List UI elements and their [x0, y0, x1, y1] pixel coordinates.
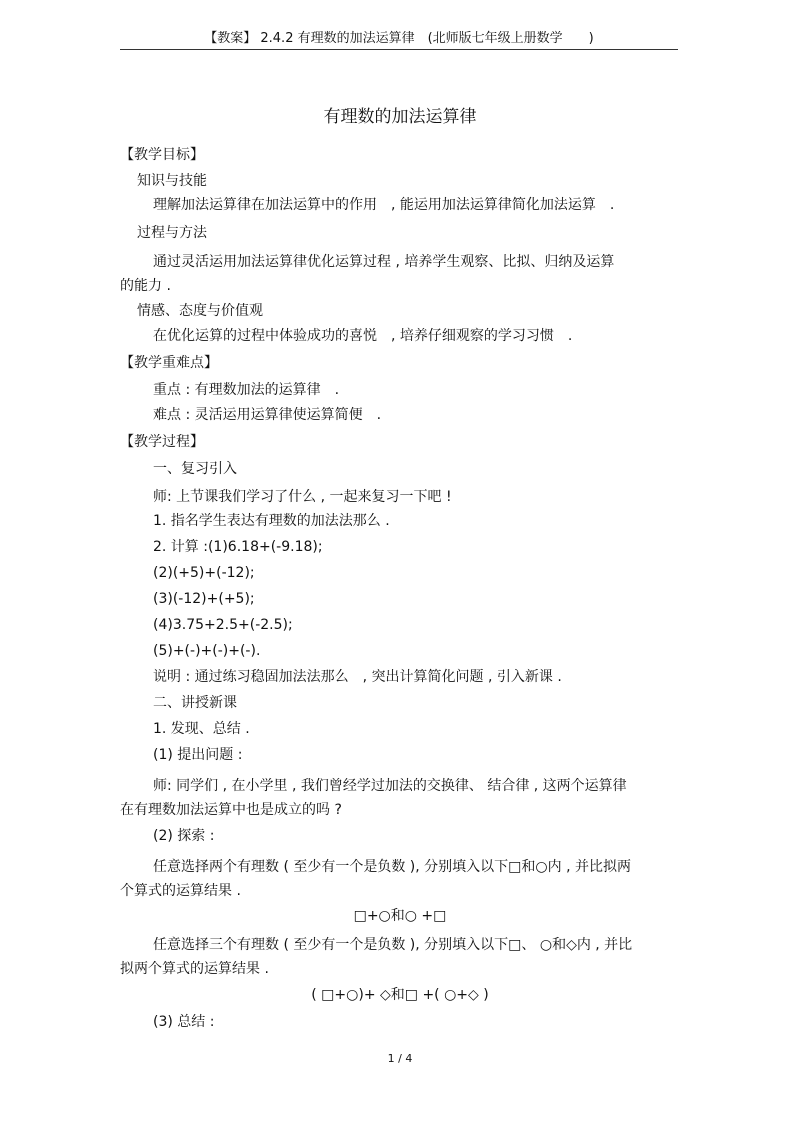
explanation: 说明 : 通过练习稳固加法法那么 , 突出计算简化问题 , 引入新课 . — [153, 669, 562, 685]
paragraph-attitudes: 在优化运算的过程中体验成功的喜悦 , 培养仔细观察的学习习惯 . — [153, 328, 573, 344]
teacher-question-line1: 师: 同学们 , 在小学里 , 我们曾经学过加法的交换律、 结合律 , 这两个运算律 — [153, 778, 627, 794]
raise-question: (1) 提出问题 : — [153, 747, 243, 763]
formula-associative: ( □+○)+ ◇和□ +( ○+◇ ) — [311, 987, 489, 1003]
exercise-2: (2)(+5)+(-12); — [153, 565, 255, 581]
section-heading-process: 【教学过程】 — [120, 434, 204, 450]
teacher-intro: 师: 上节课我们学习了什么 , 一起来复习一下吧 ! — [153, 489, 452, 505]
difficult-point: 难点 : 灵活运用运算律使运算简便 . — [153, 407, 382, 423]
discover-summarize: 1. 发现、总结 . — [153, 721, 250, 737]
paragraph-process-line2: 的能力 . — [120, 278, 171, 294]
subheading-process-methods: 过程与方法 — [137, 225, 207, 241]
explore-two-line2: 个算式的运算结果 . — [120, 883, 241, 899]
section-heading-key-points: 【教学重难点】 — [120, 355, 218, 371]
page-header: 【教案】 2.4.2 有理数的加法运算律 (北师版七年级上册数学 ) — [204, 31, 594, 46]
exercise-4: (4)3.75+2.5+(-2.5); — [153, 617, 293, 633]
formula-commutative: □+○和○ +□ — [353, 908, 447, 924]
explore-three-line2: 拟两个算式的运算结果 . — [120, 961, 269, 977]
key-point: 重点 : 有理数加法的运算律 . — [153, 382, 340, 398]
document-title: 有理数的加法运算律 — [323, 107, 477, 127]
paragraph-knowledge: 理解加法运算律在加法运算中的作用 , 能运用加法运算律简化加法运算 . — [153, 197, 615, 213]
paragraph-process-line1: 通过灵活运用加法运算律优化运算过程 , 培养学生观察、比拟、归纳及运算 — [153, 254, 615, 270]
exercise-5: (5)+(-)+(-)+(-). — [153, 643, 261, 659]
page-number: 1 / 4 — [387, 1052, 413, 1065]
summary-heading: (3) 总结 : — [153, 1014, 215, 1030]
explore-two-line1: 任意选择两个有理数 ( 至少有一个是负数 ), 分别填入以下□和○内 , 并比拟两 — [153, 859, 631, 875]
explore-heading: (2) 探索 : — [153, 828, 215, 844]
part-one-heading: 一、复习引入 — [153, 461, 237, 477]
exercise-3: (3)(-12)+(+5); — [153, 591, 255, 607]
explore-three-line1: 任意选择三个有理数 ( 至少有一个是负数 ), 分别填入以下□、 ○和◇内 , 并比 — [153, 937, 633, 953]
teacher-question-line2: 在有理数加法运算中也是成立的吗 ? — [120, 802, 342, 818]
subheading-attitudes: 情感、态度与价值观 — [137, 303, 263, 319]
part-two-heading: 二、讲授新课 — [153, 695, 237, 711]
section-heading-objectives: 【教学目标】 — [120, 147, 204, 163]
header-rule — [120, 49, 678, 50]
list-item-2: 2. 计算 :(1)6.18+(-9.18); — [153, 539, 323, 555]
subheading-knowledge-skills: 知识与技能 — [137, 173, 207, 189]
list-item-1: 1. 指名学生表达有理数的加法法那么 . — [153, 513, 390, 529]
